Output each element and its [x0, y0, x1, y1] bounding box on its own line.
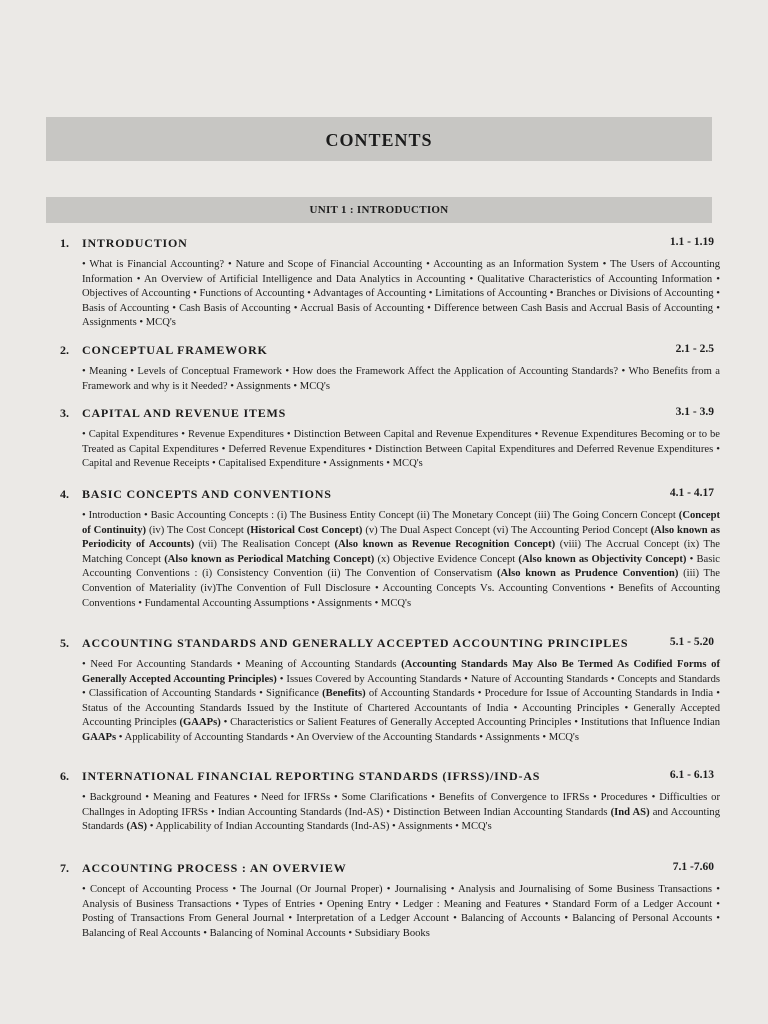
description-bold-run: (Also known as Periodicity of Accounts) — [82, 524, 720, 551]
description-bold-run: (Also known as Periodical Matching Concept) — [164, 553, 375, 565]
entry-title: CAPITAL AND REVENUE ITEMS — [82, 406, 287, 420]
description-bold-run: (Also known as Objectivity Concept) — [518, 553, 687, 565]
description-text-run: • What is Financial Accounting? • Nature and Scope of Financial Accounting • Accounting as an Information System • The Users of Accounting Information • An Overview of Artificial Intelligence and Data Analytics in Accounting • Qualitative Characteristics of Accounting Information • Objectives of Accounting • Functions of Accounting • Advantages of Accounting • Limitations of Accounting • Branches or Divisions of Accounting • Basis of Accounting • Cash Basis of Accounting • Accrual Basis of Accounting • Difference between Cash Basis and Accrual Basis of Accounting • Assignments • MCQ's — [82, 259, 720, 329]
entry-title: CONCEPTUAL FRAMEWORK — [82, 343, 268, 357]
toc-entry-4 — [60, 487, 720, 611]
entry-description — [82, 509, 720, 611]
description-text-run: • Need For Accounting Standards • Meaning of Accounting Standards — [82, 659, 402, 670]
entry-description — [82, 365, 720, 394]
unit-header-bar — [46, 197, 712, 223]
entry-title: ACCOUNTING PROCESS : AN OVERVIEW — [82, 861, 347, 875]
toc-entry-3 — [60, 406, 720, 472]
description-text-run: • Concept of Accounting Process • The Journal (Or Journal Proper) • Journalising • Analysis and Journalising of Some Business Transactions • Analysis of Business Transactions • Types of Entries • Opening Entry • Ledger : Meaning and Features • Standard Form of a Ledger Account • Posting of Transactions From General Journal • Interpretation of a Ledger Account • Balancing of Accounts • Balancing of Personal Accounts • Balancing of Real Accounts • Balancing of Nominal Accounts • Subsidiary Books — [82, 884, 720, 939]
entry-description — [82, 428, 720, 472]
description-text-run: • Background • Meaning and Features • Need for IFRSs • Some Clarifications • Benefits of Convergence to IFRSs • Procedures • Difficulties or Challnges in Adopting IFRSs • Indian Accounting Standards (Ind-AS) • Distinction Between Indian Accounting Standards — [82, 792, 720, 818]
toc-entry-1 — [60, 236, 720, 331]
entry-pages: 6.1 - 6.13 — [669, 769, 714, 781]
description-text-run: • Applicability of Accounting Standards • An Overview of the Accounting Standards • Assignments • MCQ's — [116, 731, 579, 743]
description-text-run: • Capital Expenditures • Revenue Expenditures • Distinction Between Capital and Revenue Expenditures • Revenue Expenditures Becoming or to be Treated as Capital Expenditures • Deferred Revenue Expenditures • Distinction Between Capital Expenditures and Deferred Revenue Expenditures • Capital and Revenue Receipts • Capitalised Expenditure • Assignments • MCQ's — [82, 429, 720, 470]
entry-pages: 1.1 - 1.19 — [669, 236, 714, 248]
entry-pages: 2.1 - 2.5 — [675, 343, 714, 355]
entry-title: INTERNATIONAL FINANCIAL REPORTING STANDARDS (IFRSS)/IND-AS — [82, 769, 541, 783]
description-text-run: of Accounting Standards • Procedure for Issue of Accounting Standards in India • Status of the Accounting Standards Issued by the Institute of Chartered Accountants of India • Accounting Principles • Generally Accepted Accounting Principles — [82, 688, 720, 729]
description-text-run: (vii) The Realisation Concept — [194, 539, 335, 551]
description-text-run: (iii) The Convention of Materiality (iv)The Convention of Full Disclosure • Accounting Concepts Vs. Accounting Conventions • Benefits of Accounting Conventions • Fundamental Accounting Assumptions • Assignments • MCQ's — [82, 568, 720, 609]
entry-number: 1. — [60, 236, 69, 250]
description-text-run: • Basic Accounting Conventions : (i) Consistency Convention (ii) The Convention of Conservatism — [82, 553, 720, 580]
description-text-run: (viii) The Accrual Concept (ix) The Matching Concept — [82, 539, 720, 565]
description-text-run: (iv) The Cost Concept — [146, 524, 247, 536]
entry-number: 4. — [60, 487, 69, 501]
description-bold-run: (GAAPs) — [179, 717, 221, 729]
description-text-run: (x) Objective Evidence Concept — [374, 553, 519, 565]
toc-entry-7 — [60, 861, 720, 941]
description-text-run: • Meaning • Levels of Conceptual Framework • How does the Framework Affect the Application of Accounting Standards? • Who Benefits from a Framework and why is it Needed? • Assignments • MCQ's — [82, 366, 720, 392]
entry-pages: 7.1 -7.60 — [672, 861, 714, 873]
description-text-run: (v) The Dual Aspect Concept (vi) The Accounting Period Concept — [362, 524, 651, 536]
entry-number: 7. — [60, 861, 69, 875]
entry-title: BASIC CONCEPTS AND CONVENTIONS — [82, 487, 332, 501]
entry-pages: 4.1 - 4.17 — [669, 487, 714, 499]
entry-description — [82, 658, 720, 746]
description-text-run: • Applicability of Indian Accounting Standards (Ind-AS) • Assignments • MCQ's — [147, 821, 492, 833]
contents-title: CONTENTS — [325, 129, 433, 150]
description-bold-run: GAAPs — [82, 731, 117, 743]
toc-entry-2 — [60, 343, 720, 394]
description-bold-run: (Benefits) — [322, 688, 366, 700]
description-bold-run: (Concept of Continuity) — [82, 510, 720, 536]
entry-description — [82, 791, 720, 835]
description-bold-run: (Ind AS) — [610, 806, 650, 818]
contents-header-bar — [46, 117, 712, 161]
description-text-run: • Characteristics or Salient Features of Generally Accepted Accounting Principles • Institutions that Influence Indian — [220, 717, 721, 729]
entry-description — [82, 883, 720, 941]
description-text-run: • Issues Covered by Accounting Standards • Nature of Accounting Standards • Concepts and Standards • Classification of Accounting Standards • Significance — [82, 673, 720, 700]
description-text-run: and Accounting Standards — [82, 806, 720, 833]
toc-entry-5 — [60, 636, 720, 746]
entry-title: INTRODUCTION — [82, 236, 188, 250]
description-bold-run: (Also known as Revenue Recognition Concept) — [334, 539, 556, 551]
entry-pages: 3.1 - 3.9 — [675, 406, 714, 418]
entry-number: 3. — [60, 406, 69, 420]
description-bold-run: (Accounting Standards May Also Be Termed As Codified Forms of Generally Accepted Accounting Principles) — [82, 659, 720, 685]
unit-title: UNIT 1 : INTRODUCTION — [309, 204, 449, 216]
description-bold-run: (Historical Cost Concept) — [246, 524, 363, 536]
toc-entry-6 — [60, 769, 720, 835]
entry-pages: 5.1 - 5.20 — [669, 636, 714, 648]
description-bold-run: (AS) — [126, 821, 148, 833]
entry-title: ACCOUNTING STANDARDS AND GENERALLY ACCEPTED ACCOUNTING PRINCIPLES — [82, 636, 629, 650]
entry-number: 5. — [60, 636, 69, 650]
entry-description — [82, 258, 720, 331]
description-text-run: • Introduction • Basic Accounting Concepts : (i) The Business Entity Concept (ii) The Monetary Concept (iii) The Going Concern Concept — [82, 510, 679, 521]
entry-number: 6. — [60, 769, 69, 783]
description-bold-run: (Also known as Prudence Convention) — [496, 568, 679, 580]
entry-number: 2. — [60, 343, 69, 357]
